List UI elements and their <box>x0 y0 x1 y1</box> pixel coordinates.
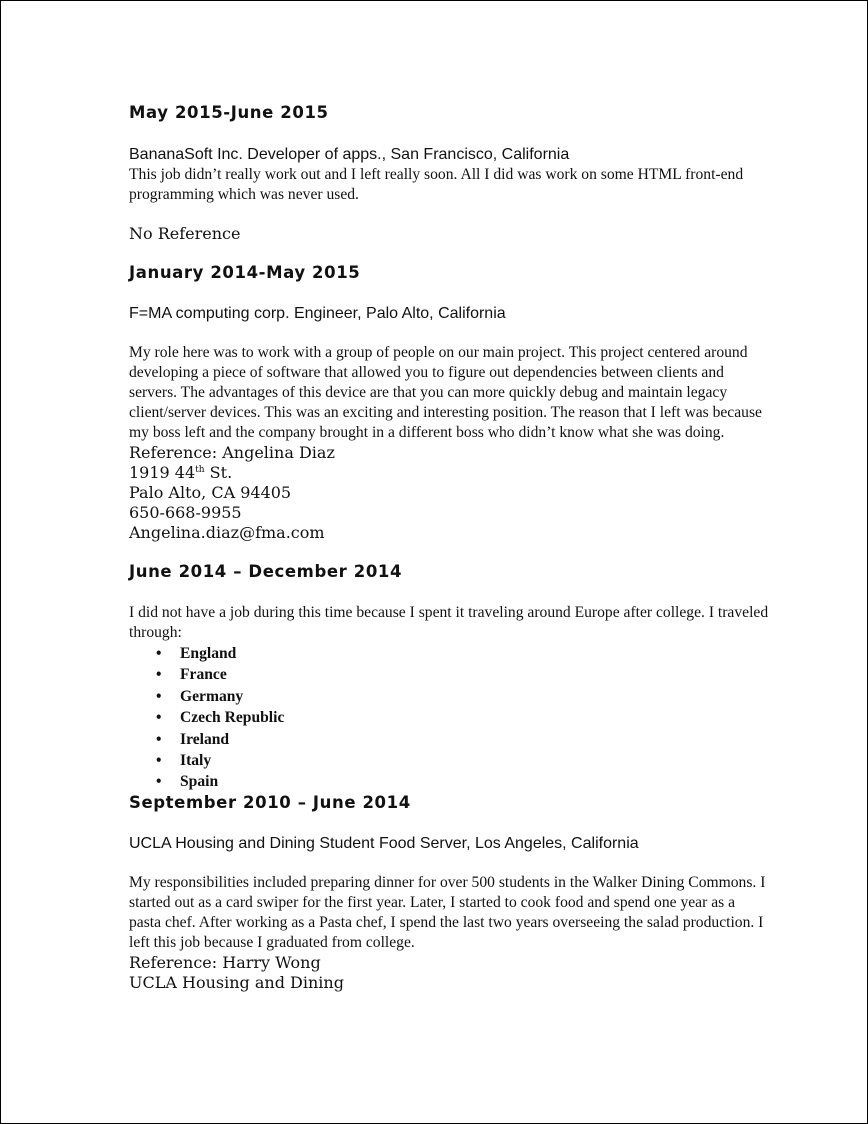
reference-organization: UCLA Housing and Dining <box>129 972 344 992</box>
country-name: England <box>180 645 237 662</box>
country-name: Ireland <box>180 730 230 748</box>
bullet-icon: • <box>156 687 162 705</box>
bullet-icon: • <box>156 709 162 727</box>
reference-email: Angelina.diaz@fma.com <box>129 523 325 542</box>
reference-address <box>129 463 769 483</box>
reference-line: No Reference <box>129 224 241 243</box>
section-heading: June 2014 – December 2014 <box>129 562 403 581</box>
country-name: France <box>180 666 227 684</box>
section-heading: September 2010 – June 2014 <box>129 792 411 812</box>
gap-section-travel <box>129 543 769 793</box>
job-section-bananasoft <box>129 101 769 244</box>
reference-city: Palo Alto, CA 94405 <box>129 483 292 502</box>
section-heading: January 2014-May 2015 <box>129 263 361 282</box>
bullet-icon: • <box>156 666 162 684</box>
job-description: My responsibilities included preparing dinner for over 500 students in the Walker Dining Commons. I started out as a card swiper for the first year. Later, I started to cook food and spend one year as a pasta chef. After working as a Pasta chef, I spend the last two years overseeing the salad production. I left this job because I graduated from college. <box>129 873 766 951</box>
resume-content <box>129 101 769 993</box>
employer-line: BananaSoft Inc. Developer of apps., San Francisco, California <box>129 146 570 163</box>
country-list <box>129 643 769 793</box>
travel-description: I did not have a job during this time because I spent it traveling around Europe after college. I traveled through: <box>129 604 769 641</box>
job-description: My role here was to work with a group of people on our main project. This project centered around developing a piece of software that allowed you to figure out dependencies between clients and servers. The advantages of this device are that you can more quickly debug and maintain legacy client/server devices. This was an exciting and interesting position. The reason that I left was because my boss left and the company brought in a different boss who didn’t know what she was doing. <box>129 344 762 441</box>
section-heading: May 2015-June 2015 <box>129 103 329 122</box>
list-item <box>129 729 769 750</box>
list-item <box>129 750 769 771</box>
job-section-fma <box>129 244 769 543</box>
country-name: Italy <box>180 752 212 770</box>
reference-name: Reference: Angelina Diaz <box>129 443 335 462</box>
bullet-icon: • <box>156 773 162 791</box>
reference-phone: 650-668-9955 <box>129 503 242 522</box>
job-description: This job didn’t really work out and I left really soon. All I did was work on some HTML front-end programming which was never used. <box>129 166 744 203</box>
list-item <box>129 771 769 792</box>
list-item <box>129 686 769 707</box>
bullet-icon: • <box>156 730 162 748</box>
address-number: 1919 44 <box>129 463 196 482</box>
employer-line: F=MA computing corp. Engineer, Palo Alto, California <box>129 305 506 322</box>
bullet-icon: • <box>156 645 162 662</box>
list-item <box>129 664 769 685</box>
list-item <box>129 643 769 664</box>
country-name: Spain <box>180 773 219 791</box>
employer-line: UCLA Housing and Dining Student Food Server, Los Angeles, California <box>129 834 639 852</box>
bullet-icon: • <box>156 752 162 770</box>
country-name: Germany <box>180 687 244 705</box>
address-ordinal: th <box>195 465 205 475</box>
address-street: St. <box>204 463 233 482</box>
job-section-ucla <box>129 793 769 993</box>
reference-name: Reference: Harry Wong <box>129 952 321 972</box>
country-name: Czech Republic <box>180 709 285 727</box>
list-item <box>129 707 769 728</box>
